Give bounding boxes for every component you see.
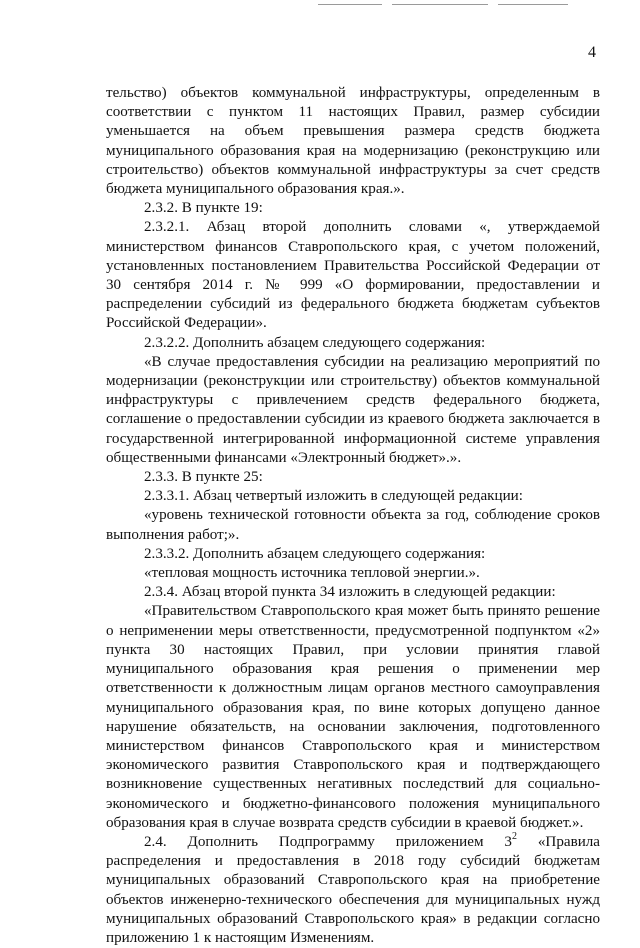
quoted-paragraph-readiness: «уровень технической готовности объекта за год, соблюдение сроков выполнения работ;». <box>106 507 600 543</box>
paragraph-2-4-rest: «Правила распределения и предоставления в 2018 году субсидий бюджетам муниципальных образований Ставропольского края на приобретение объектов инженерно-технического обеспечения для муниципальных нужд муниципальных образований Ставропольского края» в редакции согласно приложению 1 к настоящим Изменениям. <box>106 833 601 946</box>
quoted-paragraph-budget: «В случае предоставления субсидии на реализацию мероприятий по модернизации (реконструкции или строительству) объектов коммунальной инфраструктуры с привлечением средств федерального бюджета, соглашение о предоставлении субсидии из краевого бюджета заключается в государственной интегрированной информационной системе управления общественными финансами «Электронный бюджет».». <box>106 353 600 466</box>
paragraph-2-3-3: 2.3.3. В пункте 25: <box>144 469 263 486</box>
paragraph-2-3-2-1: 2.3.2.1. Абзац второй дополнить словами «, утверждаемой министерством финансов Ставропольского края, с учетом положений, установленных постановлением Правительства Российской Федерации от 30 сентября 2014 г. № 999 «О формировании, предоставлении и распределении субсидий из федерального бюджета бюджетам субъектов Российской Федерации». <box>106 219 600 332</box>
paragraph-2-3-2: 2.3.2. В пункте 19: <box>144 200 263 217</box>
paragraph-2-4-start: 2.4. Дополнить Подпрограмму приложением 3 <box>144 833 512 850</box>
document-body <box>106 84 600 948</box>
page-number: 4 <box>588 44 596 61</box>
paragraph-2-3-4: 2.3.4. Абзац второй пункта 34 изложить в следующей редакции: <box>144 584 556 601</box>
scan-edge-line-3 <box>498 4 568 5</box>
paragraph-continuation: тельство) объектов коммунальной инфраструктуры, определенным в соответствии с пунктом 11 настоящих Правил, размер субсидии уменьшается на объем превышения размера средств бюджета муниципального образования края на модернизацию (реконструкцию или строительство) объектов коммунальной инфраструктуры за счет средств бюджета муниципального образования края.». <box>106 85 600 198</box>
paragraph-2-3-3-2: 2.3.3.2. Дополнить абзацем следующего содержания: <box>144 545 486 562</box>
scan-edge-line-1 <box>318 4 382 5</box>
paragraph-2-3-3-1: 2.3.3.1. Абзац четвертый изложить в следующей редакции: <box>144 488 523 505</box>
scan-edge-line-2 <box>392 4 488 5</box>
paragraph-2-4 <box>106 830 601 948</box>
quoted-paragraph-government-decision: «Правительством Ставропольского края может быть принято решение о неприменении меры ответственности, предусмотренной подпунктом «2» пункта 30 настоящих Правил, при условии принятия главой муниципального образования края решения о применении мер ответственности к должностным лицам органов местного самоуправления муниципального образования края, по вине которых допущено данное нарушение обязательств, на основании заключения, подготовленного министерством финансов Ставропольского края и министерством экономического развития Ставропольского края и подтверждающего возникновение существенных негативных последствий для социально-экономического и бюджетно-финансового положения муниципального образования края в случае возврата средств субсидии в краевой бюджет.». <box>106 603 600 831</box>
appendix-superscript: 2 <box>511 830 517 842</box>
paragraph-2-3-2-2: 2.3.2.2. Дополнить абзацем следующего содержания: <box>144 334 486 351</box>
quoted-paragraph-capacity: «тепловая мощность источника тепловой энергии.». <box>144 565 480 582</box>
